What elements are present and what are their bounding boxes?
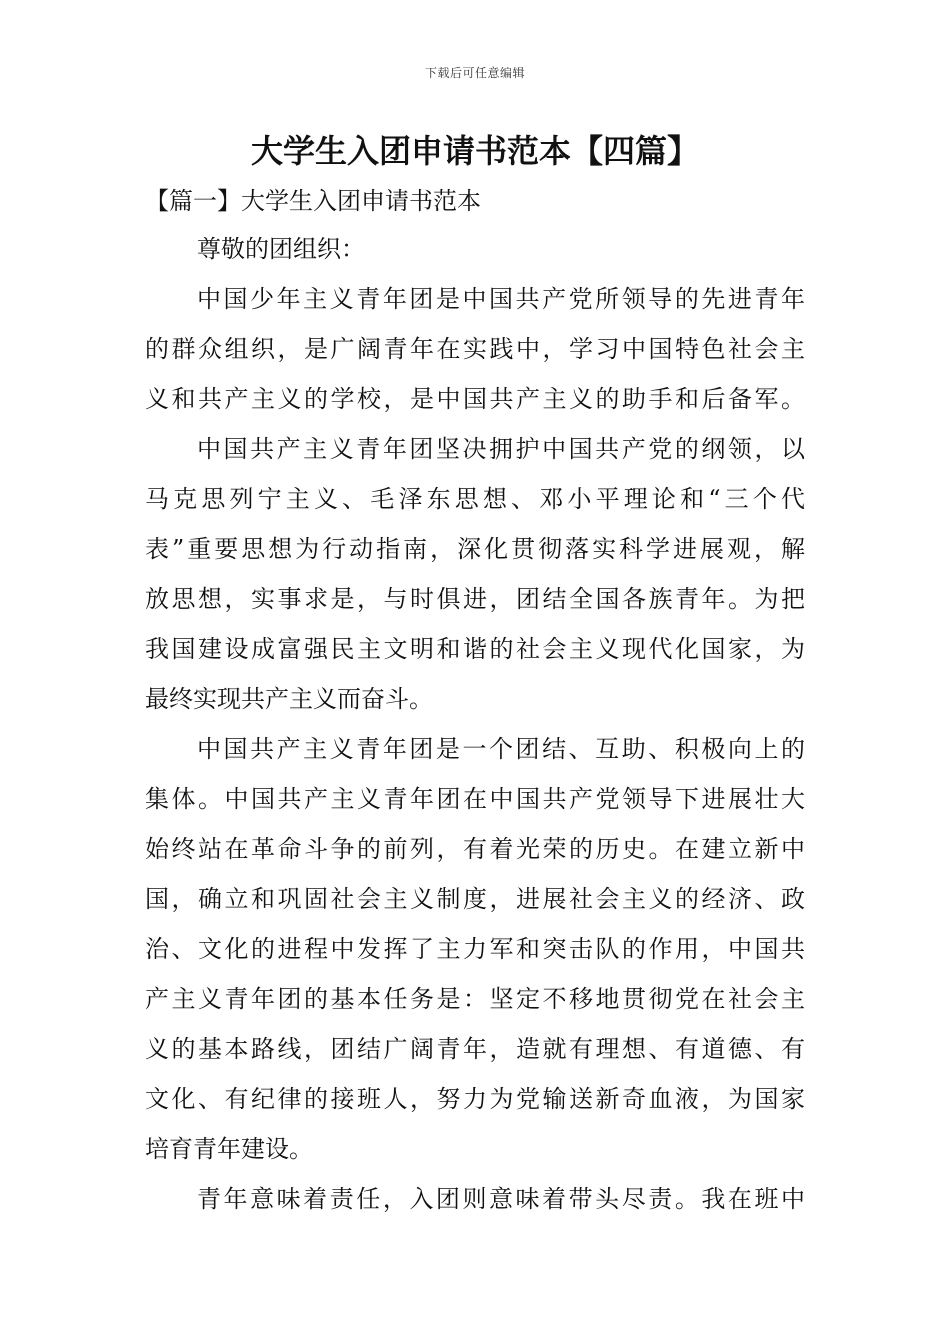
body-line: 培育青年建设。 bbox=[145, 1135, 313, 1163]
body-line: 最终实现共产主义而奋斗。 bbox=[145, 685, 433, 713]
body-line: 国，确立和巩固社会主义制度，进展社会主义的经济、政 bbox=[145, 885, 805, 913]
body-line: 义和共产主义的学校，是中国共产主义的助手和后备军。 bbox=[145, 385, 805, 413]
body-line: 产主义青年团的基本任务是：坚定不移地贯彻党在社会主 bbox=[145, 985, 805, 1013]
body-line: 我国建设成富强民主文明和谐的社会主义现代化国家，为 bbox=[145, 635, 805, 663]
body-line: 中国共产主义青年团坚决拥护中国共产党的纲领，以 bbox=[197, 435, 805, 463]
body-line: 放思想，实事求是，与时俱进，团结全国各族青年。为把 bbox=[145, 585, 805, 613]
section-heading: 【篇一】大学生入团申请书范本 bbox=[145, 187, 481, 215]
body-line: 中国少年主义青年团是中国共产党所领导的先进青年 bbox=[197, 285, 805, 313]
salutation: 尊敬的团组织： bbox=[197, 235, 365, 263]
body-line: 始终站在革命斗争的前列，有着光荣的历史。在建立新中 bbox=[145, 835, 805, 863]
header-note: 下载后可任意编辑 bbox=[424, 66, 525, 80]
body-line: 义的基本路线，团结广阔青年，造就有理想、有道德、有 bbox=[145, 1035, 805, 1063]
document-title: 大学生入团申请书范本【四篇】 bbox=[250, 132, 699, 170]
body-line: 表”重要思想为行动指南，深化贯彻落实科学进展观，解 bbox=[145, 535, 805, 563]
body-line: 文化、有纪律的接班人，努力为党输送新奇血液，为国家 bbox=[145, 1085, 805, 1113]
body-line: 治、文化的进程中发挥了主力军和突击队的作用，中国共 bbox=[145, 935, 805, 963]
body-line: 中国共产主义青年团是一个团结、互助、积极向上的 bbox=[197, 735, 805, 763]
body-line: 的群众组织，是广阔青年在实践中，学习中国特色社会主 bbox=[145, 335, 805, 363]
body-line: 集体。中国共产主义青年团在中国共产党领导下进展壮大 bbox=[145, 785, 805, 813]
body-line: 青年意味着责任，入团则意味着带头尽责。我在班中 bbox=[197, 1185, 805, 1213]
body-line: 马克思列宁主义、毛泽东思想、邓小平理论和“三个代 bbox=[145, 485, 805, 513]
